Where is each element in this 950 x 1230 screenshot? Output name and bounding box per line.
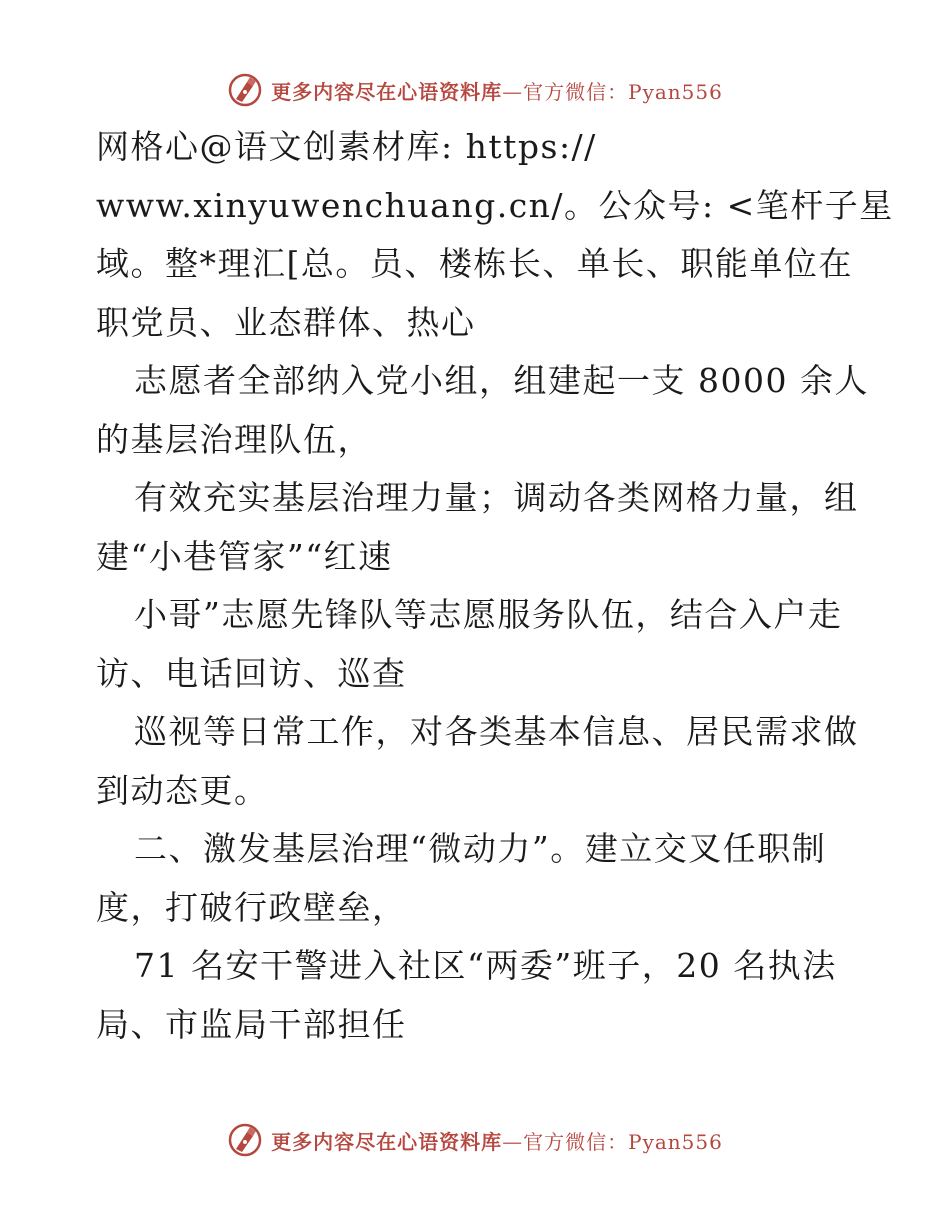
body-line: 的基层治理队伍， (96, 419, 372, 459)
pen-nib-logo-icon (227, 1122, 263, 1158)
header-banner-text (271, 76, 723, 105)
header-banner (0, 70, 950, 110)
footer-banner-text (271, 1126, 723, 1155)
body-line: 职党员、业态群体、热心 (96, 302, 476, 342)
footer-separator: — (502, 1129, 524, 1154)
body-line: www.xinyuwenchuang.cn/。公众号: <笔杆子星 (96, 185, 894, 225)
body-line: 访、电话回访、巡查 (96, 653, 407, 693)
body-line: 志愿者全部纳入党小组，组建起一支 8000 余人 (134, 361, 869, 400)
header-brand-text: 更多内容尽在心语资料库 (271, 79, 503, 104)
footer-brand-text: 更多内容尽在心语资料库 (271, 1129, 503, 1154)
body-line: 巡视等日常工作，对各类基本信息、居民需求做 (134, 712, 859, 751)
header-contact-text: 官方微信：Pyan556 (523, 79, 723, 104)
header-separator: — (502, 79, 524, 104)
pen-nib-logo-icon (227, 72, 263, 108)
body-line: 到动态更。 (96, 770, 269, 810)
body-line: 有效充实基层治理力量；调动各类网格力量，组 (134, 478, 859, 517)
body-line: 建“小巷管家”“红速 (96, 536, 393, 576)
body-line: 域。整*理汇[总。员、楼栋长、单长、职能单位在 (96, 244, 853, 283)
footer-banner (0, 1120, 950, 1160)
document-body (96, 118, 894, 1054)
body-line: 度，打破行政壁垒， (96, 887, 407, 927)
body-line: 局、市监局干部担任 (96, 1004, 407, 1044)
body-line: 网格心@语文创素材库: https:// (96, 127, 597, 166)
footer-contact-text: 官方微信：Pyan556 (523, 1129, 723, 1154)
body-line: 71 名安干警进入社区“两委”班子，20 名执法 (134, 946, 837, 985)
body-line: 小哥”志愿先锋队等志愿服务队伍，结合入户走 (134, 595, 843, 634)
body-line: 二、激发基层治理“微动力”。建立交叉任职制 (134, 829, 827, 868)
